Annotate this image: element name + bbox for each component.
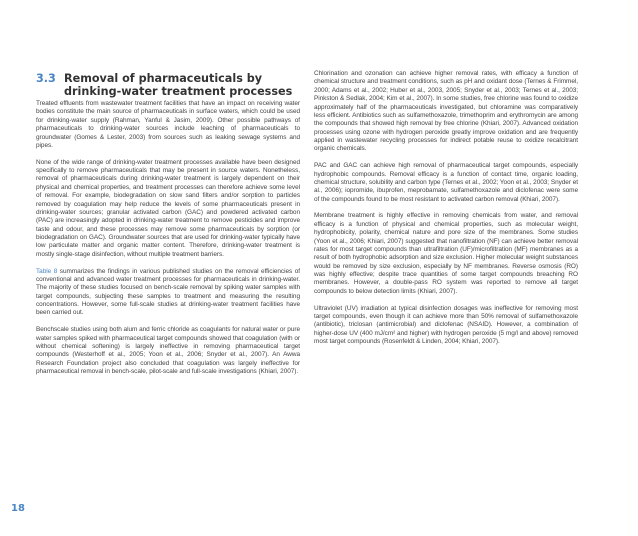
- paragraph: PAC and GAC can achieve high removal of pharmaceutical target compounds, especially hydrophobic compounds. Removal efficacy is a function of contact time, organic loading, chemical structure, solubility and carbon type (Ternes et al., 2002; Yoon et al., 2003; Snyder et al., 2006); iopromide, ibuprofen, meprobamate, sulfamethoxazole and diclofenac were some of the compounds found to be most resistant to activated carbon removal (Khiari, 2007).: [314, 162, 578, 203]
- right-column: [314, 70, 578, 355]
- paragraph: Membrane treatment is highly effective in removing chemicals from water, and removal efficacy is a function of physical and chemical properties, such as molecular weight, hydrophobicity, polarity, chemical nature and pore size of the membranes. Some studies (Yoon et al., 2006; Khiari, 2007) suggested that nanofiltration (NF) can achieve better removal rates for most target compounds than ultrafiltration (UF)/microfiltration (MF) membranes as a result of both hydrophobic adsorption and size exclusion. Higher molecular weight substances would be removed by size exclusion, especially by NF membranes. Reverse osmosis (RO) was highly effective; despite trace quantities of some target compounds breaching RO membranes. However, a double-pass RO system was reported to remove all target compounds to below detection limits (Khiari, 2007).: [314, 212, 578, 295]
- left-column: [36, 100, 300, 385]
- paragraph: None of the wide range of drinking-water treatment processes available have been designed specifically to remove pharmaceuticals that may be present in source waters. Nonetheless, removal of pharmaceuticals during drinking-water treatment is largely dependent on their physical and chemical properties, and treatment processes can therefore achieve some level of removal. For example, biodegradation on slow sand filters and/or sorption to particles removed by coagulation may help reduce the levels of some pharmaceuticals present in drinking-water sources; granular activated carbon (GAC) and powdered activated carbon (PAC) are increasingly adopted in drinking-water treatment to remove pesticides and improve taste and odour, and these processes may remove some pharmaceuticals by sorption (or biodegradation on GAC). Groundwater sources that are used for drinking-water typically have low particulate matter and organic matter content. Therefore, drinking-water treatment is mostly single-stage disinfection, without multiple treatment barriers.: [36, 158, 300, 258]
- page-number: 18: [11, 503, 25, 514]
- paragraph-with-link: [36, 268, 300, 318]
- paragraph: Chlorination and ozonation can achieve higher removal rates, with efficacy a function of chemical structure and treatment conditions, such as pH and oxidant dose (Ternes & Frimmel, 2000; Adams et al., 2002; Huber et al., 2003, 2005; Snyder et al., 2003; Ternes et al., 2003; Pinkston & Sedlak, 2004; Kim et al., 2007). In some studies, free chlorine was found to oxidize approximately half of the pharmaceuticals investigated, but chloramine was comparatively less efficient. Antibiotics such as sulfamethoxazole, trimethoprim and erythromycin are among the compounds that showed high removal by free chlorine (Khiari, 2007). Advanced oxidation processes using ozone with hydrogen peroxide greatly improve oxidation and are frequently applied in wastewater recycling processes for indirect potable reuse to oxidize recalcitrant organic chemicals.: [314, 70, 578, 153]
- paragraph: Benchscale studies using both alum and ferric chloride as coagulants for natural water or pure water samples spiked with pharmaceutical target compounds showed that coagulation (with or without chemical softening) is largely ineffective in removing pharmaceutical target compounds (Westerhoff et al., 2005; Yoon et al., 2006; Snyder et al., 2007). An Awwa Research Foundation project also concluded that coagulation was largely ineffective for pharmaceutical removal in bench-scale, pilot-scale and full-scale investigations (Khiari, 2007).: [36, 326, 300, 376]
- section-heading: [36, 72, 300, 99]
- section-number: 3.3: [36, 72, 56, 85]
- paragraph-text: summarizes the findings in various published studies on the removal efficiencies of conventional and advanced water treatment processes for pharmaceuticals in drinking-water. The majority of these studies focused on bench-scale removal by spiking water samples with target compounds, subjecting these samples to treatment and measuring the resulting concentrations. However, some full-scale studies at drinking-water treatment facilities have been carried out.: [36, 267, 300, 317]
- paragraph: Ultraviolet (UV) irradiation at typical disinfection dosages was ineffective for removing most target compounds, even though it can achieve more than 50% removal of sulfamethoxazole (antibiotic), triclosan (antimicrobial) and diclofenac (NSAID). However, a combination of higher-dose UV (400 mJ/cm² and higher) with hydrogen peroxide (5 mg/l and above) removed most target compounds (Rosenfeldt & Linden, 2004; Khiari, 2007).: [314, 304, 578, 346]
- section-title: Removal of pharmaceuticals by drinking-water treatment processes: [64, 72, 293, 99]
- table-8-link[interactable]: Table 8: [36, 267, 58, 275]
- paragraph: Treated effluents from wastewater treatment facilities that have an impact on receiving water bodies constitute the main source of pharmaceuticals in surface waters, which could be used for drinking-water supply (Rahman, Yanful & Jasim, 2009). Other possible pathways of pharmaceuticals to drinking-water sources include leaching of pharmaceuticals to groundwater (Gomes & Lester, 2003) from sources such as leaking sewage systems and pipes.: [36, 100, 300, 149]
